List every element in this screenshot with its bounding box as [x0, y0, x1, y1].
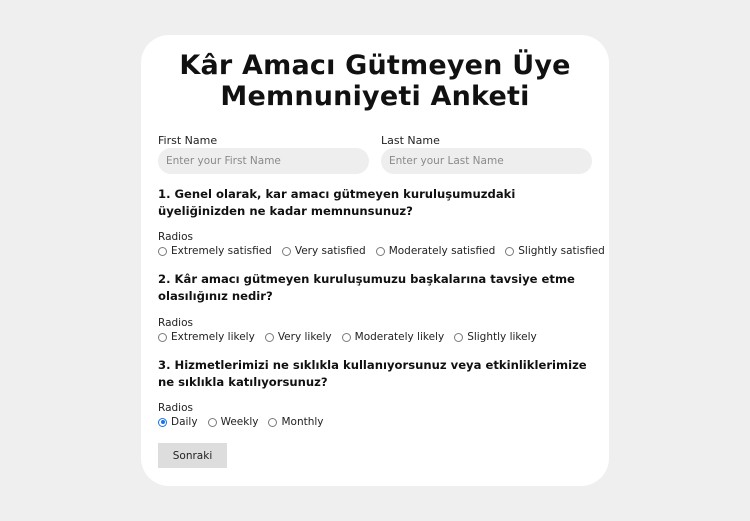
survey-card — [141, 35, 609, 486]
radio-button[interactable] — [158, 247, 167, 256]
question-2-radio-group — [158, 331, 547, 343]
radio-button[interactable] — [454, 333, 463, 342]
q2-option-moderately-likely[interactable]: Moderately likely — [342, 331, 445, 343]
form-title — [141, 50, 609, 112]
q1-option-very-satisfied[interactable]: Very satisfied — [282, 245, 366, 257]
question-1-radio-group — [158, 245, 615, 257]
q1-option-extremely-satisfied[interactable]: Extremely satisfied — [158, 245, 272, 257]
q3-option-monthly[interactable]: Monthly — [268, 416, 323, 428]
q3-option-weekly[interactable]: Weekly — [208, 416, 259, 428]
q2-option-very-likely[interactable]: Very likely — [265, 331, 332, 343]
q3-option-daily[interactable]: Daily — [158, 416, 198, 428]
q1-option-slightly-satisfied[interactable]: Slightly satisfied — [505, 245, 605, 257]
question-1-text: 1. Genel olarak, kar amacı gütmeyen kuruluşumuzdaki üyeliğinizden ne kadar memnunsunuz? — [158, 187, 516, 218]
form-title-line2: Memnuniyeti Anketi — [220, 81, 530, 112]
radio-button-selected[interactable] — [158, 418, 167, 427]
next-button[interactable]: Sonraki — [158, 443, 227, 468]
radio-button[interactable] — [208, 418, 217, 427]
question-2-radios-label: Radios — [158, 317, 193, 329]
question-3-radios-label: Radios — [158, 402, 193, 414]
last-name-label: Last Name — [381, 134, 440, 147]
question-3-radio-group — [158, 416, 334, 428]
radio-button[interactable] — [505, 247, 514, 256]
radio-button[interactable] — [282, 247, 291, 256]
q2-option-extremely-likely[interactable]: Extremely likely — [158, 331, 255, 343]
radio-button[interactable] — [342, 333, 351, 342]
first-name-label: First Name — [158, 134, 218, 147]
radio-button[interactable] — [376, 247, 385, 256]
first-name-input[interactable] — [158, 148, 369, 174]
q2-option-slightly-likely[interactable]: Slightly likely — [454, 331, 537, 343]
question-2-text: 2. Kâr amacı gütmeyen kuruluşumuzu başkalarına tavsiye etme olasılığınız nedir? — [158, 272, 575, 303]
question-3-text: 3. Hizmetlerimizi ne sıklıkla kullanıyorsunuz veya etkinliklerimize ne sıklıkla katılıyorsunuz? — [158, 358, 587, 389]
last-name-input[interactable] — [381, 148, 592, 174]
radio-button[interactable] — [268, 418, 277, 427]
radio-button[interactable] — [265, 333, 274, 342]
question-1-radios-label: Radios — [158, 231, 193, 243]
form-title-line1: Kâr Amacı Gütmeyen Üye — [179, 50, 571, 81]
radio-button[interactable] — [158, 333, 167, 342]
q1-option-moderately-satisfied[interactable]: Moderately satisfied — [376, 245, 496, 257]
